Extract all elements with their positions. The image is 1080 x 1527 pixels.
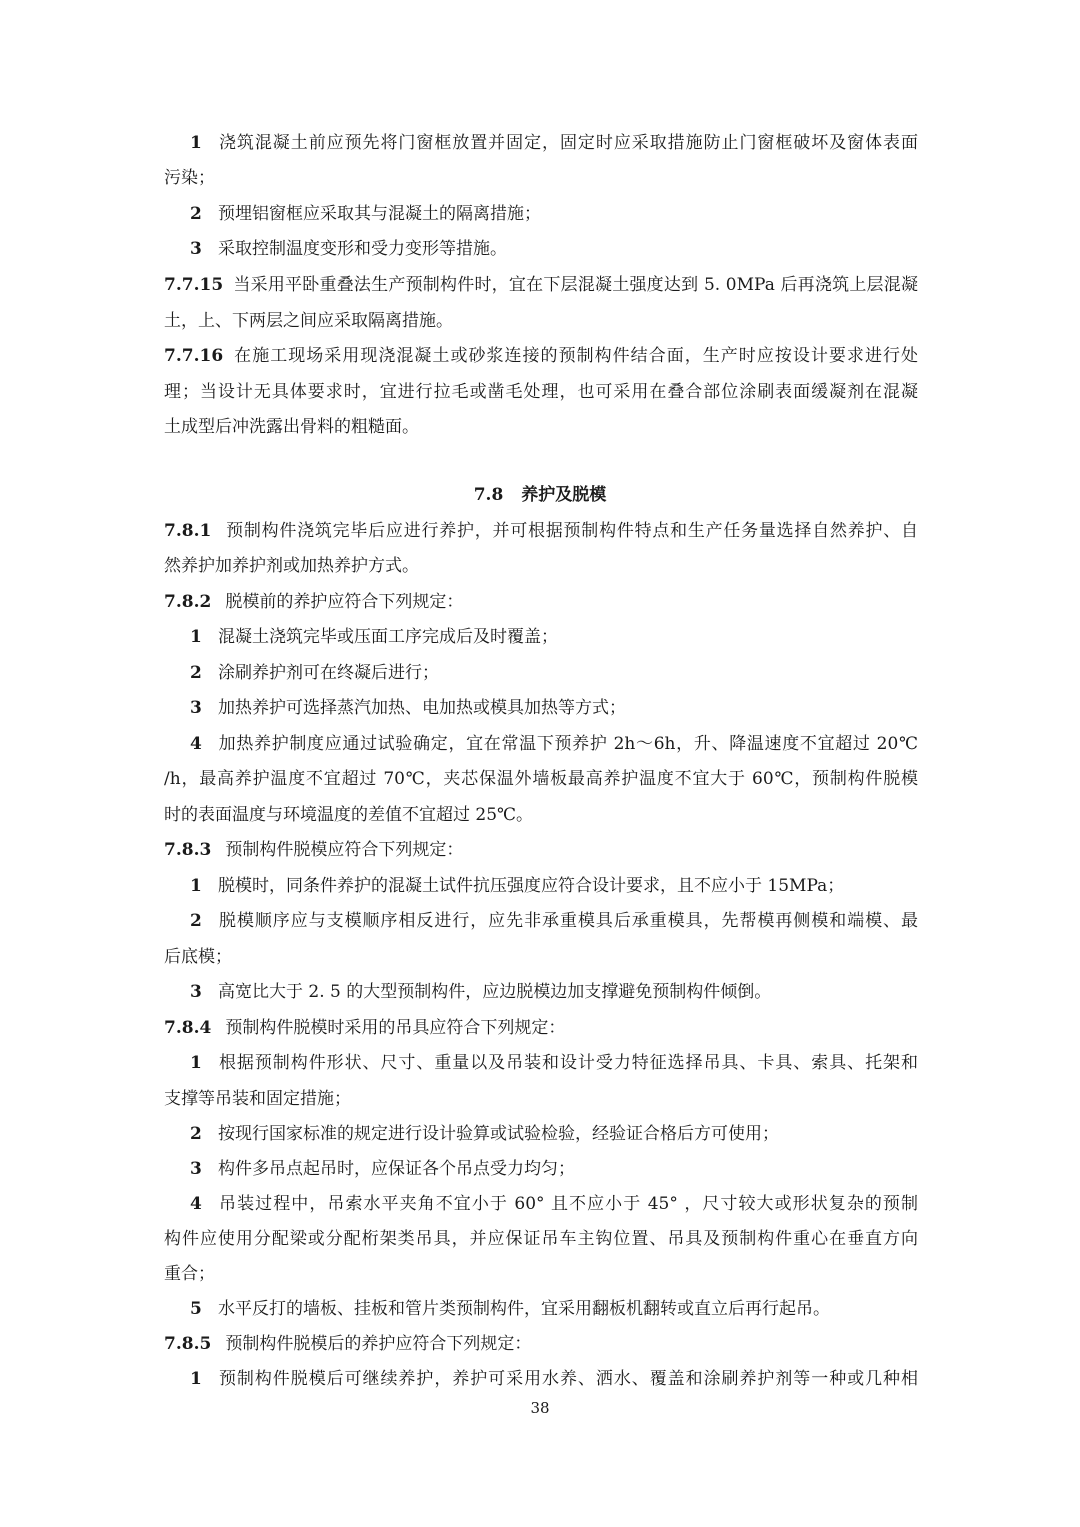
section-heading bbox=[0, 478, 1080, 512]
clause-number: 7.8.2 bbox=[164, 592, 212, 612]
clause bbox=[164, 585, 918, 619]
list-item bbox=[190, 1187, 918, 1221]
continuation-line: /h，最高养护温度不宜超过 70℃，夹芯保温外墙板最高养护温度不宜大于 60℃，预制构件脱模 bbox=[164, 769, 918, 789]
list-item bbox=[190, 1117, 918, 1151]
item-number: 3 bbox=[190, 698, 202, 718]
item-number: 4 bbox=[190, 734, 202, 754]
list-item bbox=[190, 1292, 918, 1326]
item-number: 2 bbox=[190, 911, 202, 931]
section-title: 养护及脱模 bbox=[521, 485, 607, 505]
clause-text: 脱模前的养护应符合下列规定： bbox=[225, 592, 464, 612]
continuation-line: 污染； bbox=[164, 168, 215, 188]
list-item bbox=[190, 975, 918, 1009]
item-number: 3 bbox=[190, 1159, 202, 1179]
list-item bbox=[190, 1152, 918, 1186]
clause-text: 预制构件浇筑完毕后应进行养护，并可根据预制构件特点和生产任务量选择自然养护、自 bbox=[225, 521, 918, 541]
list-item bbox=[190, 1046, 918, 1080]
clause-number: 7.8.5 bbox=[164, 1334, 212, 1354]
list-item bbox=[190, 232, 918, 266]
item-number: 1 bbox=[190, 876, 202, 896]
item-text: 涂刷养护剂可在终凝后进行； bbox=[218, 663, 439, 683]
clause-number: 7.8.3 bbox=[164, 840, 212, 860]
item-number: 5 bbox=[190, 1299, 202, 1319]
item-number: 2 bbox=[190, 663, 202, 683]
clause-text: 预制构件脱模时采用的吊具应符合下列规定： bbox=[225, 1018, 566, 1038]
clause bbox=[164, 1327, 918, 1361]
continuation-line: 土成型后冲洗露出骨料的粗糙面。 bbox=[164, 417, 419, 437]
item-text: 加热养护制度应通过试验确定，宜在常温下预养护 2h～6h，升、降温速度不宜超过 20℃ bbox=[218, 734, 918, 754]
clause-text: 当采用平卧重叠法生产预制构件时，宜在下层混凝土强度达到 5. 0MPa 后再浇筑上层混凝 bbox=[233, 275, 918, 295]
item-text: 吊装过程中，吊索水平夹角不宜小于 60° 且不应小于 45° ，尺寸较大或形状复杂的预制 bbox=[218, 1194, 918, 1214]
clause bbox=[164, 833, 918, 867]
continuation-line: 理；当设计无具体要求时，宜进行拉毛或凿毛处理，也可采用在叠合部位涂刷表面缓凝剂在混凝 bbox=[164, 382, 918, 402]
item-number: 1 bbox=[190, 133, 202, 153]
item-number: 2 bbox=[190, 1124, 202, 1144]
item-text: 按现行国家标准的规定进行设计验算或试验检验，经验证合格后方可使用； bbox=[218, 1124, 779, 1144]
continuation-line: 土，上、下两层之间应采取隔离措施。 bbox=[164, 311, 453, 331]
item-text: 高宽比大于 2. 5 的大型预制构件，应边脱模边加支撑避免预制构件倾倒。 bbox=[218, 982, 772, 1002]
continuation-line: 后底模； bbox=[164, 947, 232, 967]
section-number: 7.8 bbox=[473, 485, 504, 505]
list-item bbox=[190, 727, 918, 761]
continuation-line: 时的表面温度与环境温度的差值不宜超过 25℃。 bbox=[164, 805, 534, 825]
item-number: 3 bbox=[190, 982, 202, 1002]
list-item bbox=[190, 656, 918, 690]
list-item bbox=[190, 620, 918, 654]
item-text: 根据预制构件形状、尺寸、重量以及吊装和设计受力特征选择吊具、卡具、索具、托架和 bbox=[218, 1053, 918, 1073]
item-text: 浇筑混凝土前应预先将门窗框放置并固定，固定时应采取措施防止门窗框破坏及窗体表面 bbox=[218, 133, 918, 153]
item-number: 4 bbox=[190, 1194, 202, 1214]
item-text: 脱模顺序应与支模顺序相反进行，应先非承重模具后承重模具，先帮模再侧模和端模、最 bbox=[218, 911, 918, 931]
continuation-line: 然养护加养护剂或加热养护方式。 bbox=[164, 556, 419, 576]
clause bbox=[164, 339, 918, 373]
list-item bbox=[190, 197, 918, 231]
clause-number: 7.8.4 bbox=[164, 1018, 212, 1038]
item-text: 混凝土浇筑完毕或压面工序完成后及时覆盖； bbox=[218, 627, 558, 647]
list-item bbox=[190, 691, 918, 725]
item-text: 预埋铝窗框应采取其与混凝土的隔离措施； bbox=[218, 204, 541, 224]
clause bbox=[164, 268, 918, 302]
item-text: 采取控制温度变形和受力变形等措施。 bbox=[218, 239, 507, 259]
clause-number: 7.7.15 bbox=[164, 275, 224, 295]
item-number: 1 bbox=[190, 1053, 202, 1073]
item-text: 构件多吊点起吊时，应保证各个吊点受力均匀； bbox=[218, 1159, 575, 1179]
continuation-line: 重合； bbox=[164, 1264, 215, 1284]
clause-text: 预制构件脱模后的养护应符合下列规定： bbox=[225, 1334, 532, 1354]
item-number: 1 bbox=[190, 627, 202, 647]
continuation-line: 构件应使用分配梁或分配桁架类吊具，并应保证吊车主钩位置、吊具及预制构件重心在垂直方向 bbox=[164, 1229, 918, 1249]
list-item bbox=[190, 1362, 918, 1396]
clause-number: 7.7.16 bbox=[164, 346, 224, 366]
clause bbox=[164, 1011, 918, 1045]
clause-text: 在施工现场采用现浇混凝土或砂浆连接的预制构件结合面，生产时应按设计要求进行处 bbox=[233, 346, 918, 366]
item-text: 脱模时，同条件养护的混凝土试件抗压强度应符合设计要求，且不应小于 15MPa； bbox=[218, 876, 845, 896]
item-text: 水平反打的墙板、挂板和管片类预制构件，宜采用翻板机翻转或直立后再行起吊。 bbox=[218, 1299, 830, 1319]
clause bbox=[164, 514, 918, 548]
list-item bbox=[190, 904, 918, 938]
item-text: 加热养护可选择蒸汽加热、电加热或模具加热等方式； bbox=[218, 698, 626, 718]
page-number: 38 bbox=[530, 1399, 550, 1417]
item-number: 3 bbox=[190, 239, 202, 259]
list-item bbox=[190, 869, 918, 903]
list-item bbox=[190, 126, 918, 160]
item-number: 2 bbox=[190, 204, 202, 224]
clause-number: 7.8.1 bbox=[164, 521, 212, 541]
item-number: 1 bbox=[190, 1369, 202, 1389]
continuation-line: 支撑等吊装和固定措施； bbox=[164, 1089, 351, 1109]
clause-text: 预制构件脱模应符合下列规定： bbox=[225, 840, 464, 860]
item-text: 预制构件脱模后可继续养护，养护可采用水养、洒水、覆盖和涂刷养护剂等一种或几种相 bbox=[218, 1369, 918, 1389]
